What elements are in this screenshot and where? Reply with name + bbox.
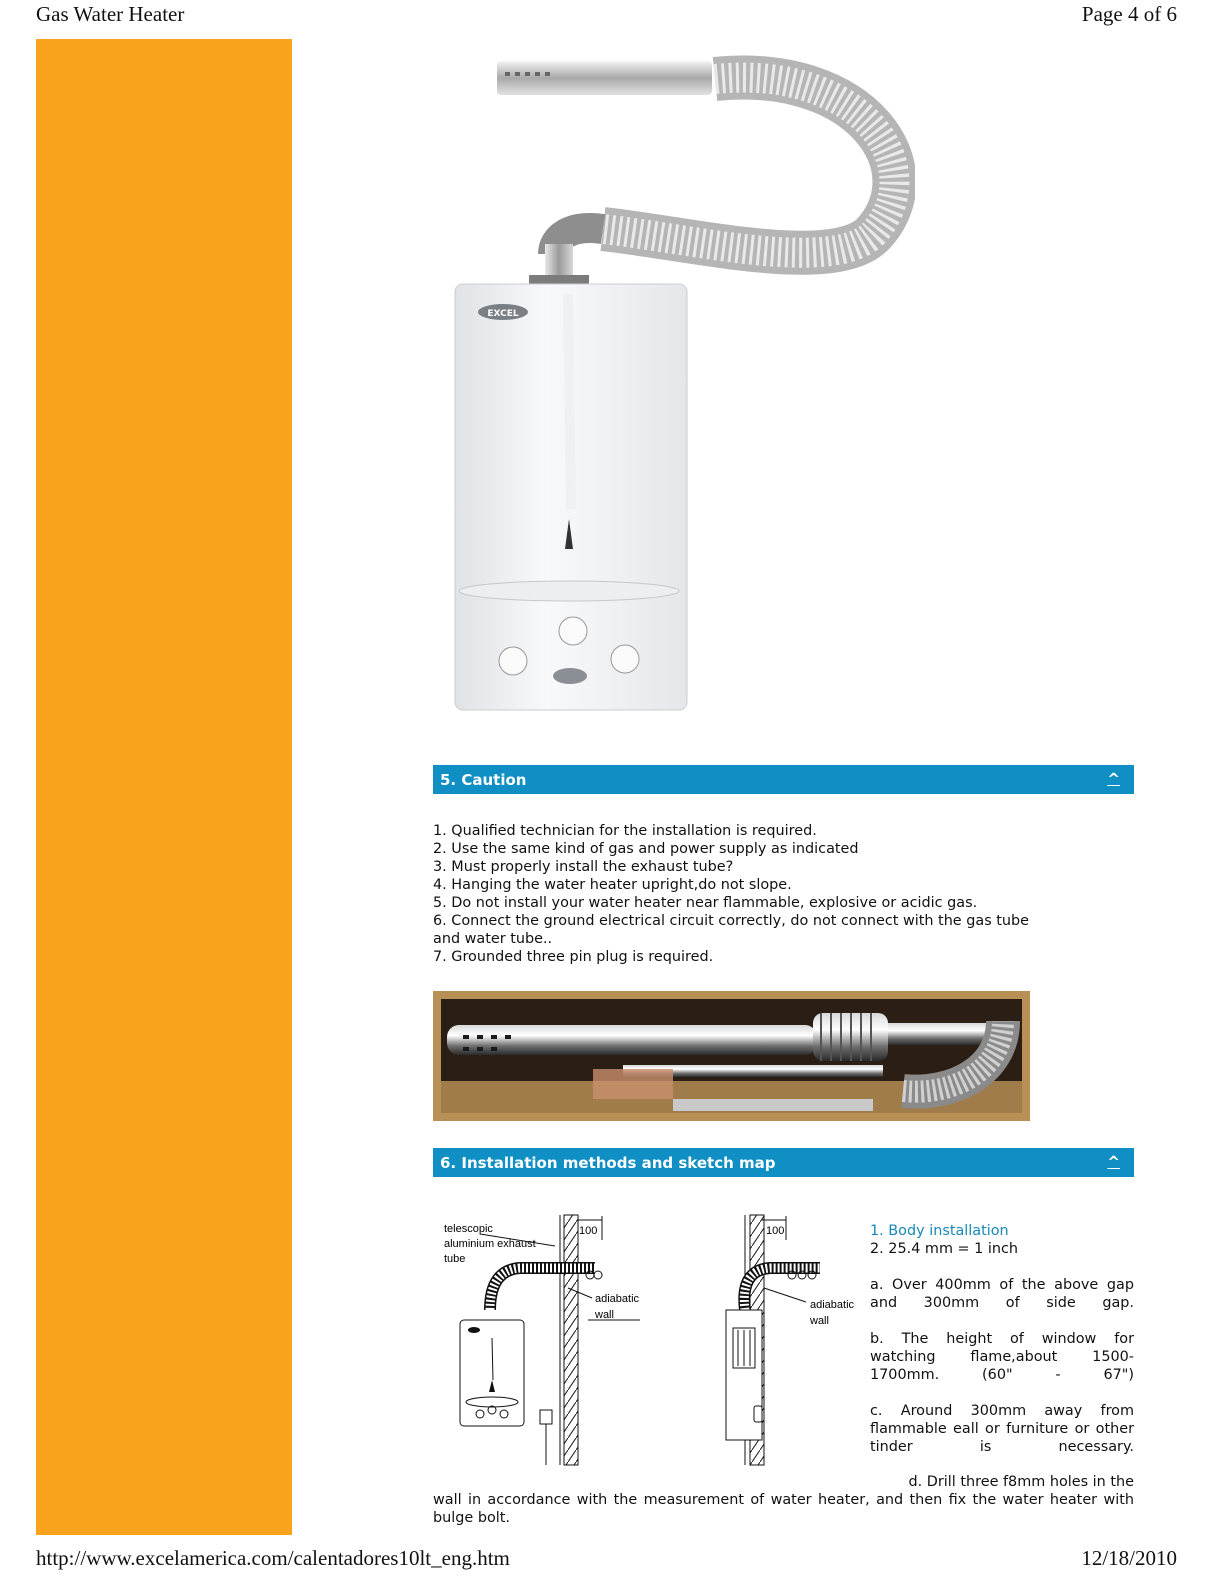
list-item: 5. Do not install your water heater near flammable, explosive or acidic gas. [433,895,978,911]
installation-notes [870,1222,1134,1456]
sketch-tube-label-1: telescopic [444,1223,493,1235]
document-title: Gas Water Heater [36,2,185,26]
sketch-adiabatic-right: adiabatic [810,1299,855,1311]
sketch-gap-left: 100 [579,1225,598,1237]
list-item: 3. Must properly install the exhaust tube? [433,859,734,875]
footer-url[interactable]: http://www.excelamerica.com/calentadores10lt_eng.htm [36,1546,510,1570]
heater-logo: EXCEL [487,309,519,319]
sketch-tube-label-3: tube [444,1253,466,1265]
sketch-wall-left: wall [595,1309,614,1321]
list-item: 4. Hanging the water heater upright,do not slope. [433,877,792,893]
note-c: c. Around 300mm away from flammable eall or furniture or other tinder is necessary. [870,1403,1134,1455]
note-d-first-line: d. Drill three f8mm holes in the [908,1474,1134,1490]
footer-date: 12/18/2010 [1081,1546,1177,1570]
orange-sidebar [36,39,292,1535]
sketch-gap-right: 100 [766,1225,785,1237]
back-to-top-link[interactable]: ^ [1107,1153,1120,1171]
body-installation-label: 1. Body installation [870,1223,1009,1239]
section-installation-title: 6. Installation methods and sketch map [440,1154,776,1172]
water-heater-photo [433,39,915,739]
sketch-tube-label-2: aluminium exhaust [444,1238,536,1250]
note-d [433,1473,1134,1527]
section-installation-header [433,1148,1134,1177]
sketch-adiabatic-left: adiabatic [595,1293,640,1305]
note-d-rest: wall in accordance with the measurement of water heater, and then fix the water heater with bulge bolt. [433,1492,1134,1526]
list-item: 1. Qualified technician for the installation is required. [433,823,817,839]
caution-list [433,822,1073,966]
page-number: Page 4 of 6 [1081,2,1177,26]
list-item: 2. Use the same kind of gas and power supply as indicated [433,841,859,857]
section-caution-title: 5. Caution [440,771,527,789]
conversion-note: 2. 25.4 mm = 1 inch [870,1241,1019,1257]
list-item: 7. Grounded three pin plug is required. [433,949,714,965]
note-a: a. Over 400mm of the above gap and 300mm of side gap. [870,1277,1134,1311]
installation-sketch-diagram [440,1210,860,1475]
exhaust-pipes-photo [433,991,1030,1121]
list-item: and water tube.. [433,931,553,947]
list-item: 6. Connect the ground electrical circuit correctly, do not connect with the gas tube [433,913,1030,929]
sketch-wall-right: wall [810,1315,829,1327]
back-to-top-link[interactable]: ^ [1107,770,1120,788]
note-b: b. The height of window for watching flame,about 1500-1700mm. (60" - 67") [870,1331,1134,1383]
section-caution-header [433,765,1134,794]
